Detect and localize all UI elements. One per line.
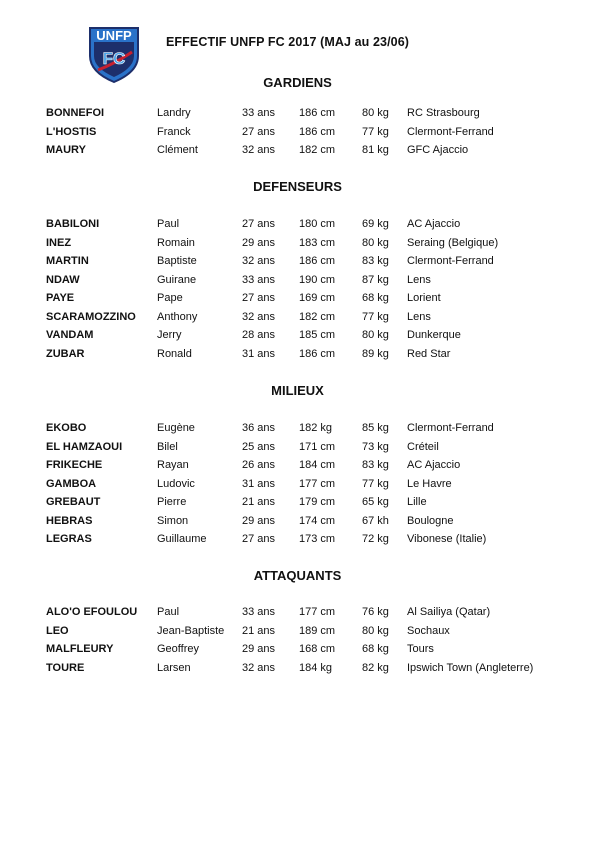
player-first-name: Ludovic	[157, 477, 195, 490]
player-first-name: Baptiste	[157, 255, 197, 267]
player-club: Le Havre	[407, 477, 452, 490]
player-height: 182 cm	[299, 144, 336, 156]
player-club: Vibonese (Italie)	[407, 533, 487, 545]
player-row	[0, 643, 595, 661]
player-last-name: ZUBAR	[46, 347, 85, 360]
player-row	[0, 255, 595, 273]
player-age: 33 ans	[242, 606, 276, 618]
player-last-name: MALFLEURY	[46, 643, 114, 655]
player-weight: 72 kg	[362, 533, 389, 545]
player-club: Lille	[407, 496, 427, 508]
document-title: EFFECTIF UNFP FC 2017 (MAJ au 23/06)	[166, 35, 410, 49]
player-row	[0, 478, 595, 496]
player-age: 29 ans	[242, 643, 276, 655]
player-row	[0, 606, 595, 624]
player-last-name: TOURE	[46, 661, 85, 674]
player-club: GFC Ajaccio	[407, 144, 469, 156]
section-title: DEFENSEURS	[253, 179, 342, 194]
player-weight: 89 kg	[362, 347, 389, 360]
player-height: 182 cm	[299, 310, 336, 323]
player-club: Sochaux	[407, 624, 450, 637]
player-age: 27 ans	[242, 533, 276, 545]
player-row	[0, 329, 595, 347]
player-club: Al Sailiya (Qatar)	[407, 606, 491, 618]
player-last-name: L'HOSTIS	[46, 125, 97, 138]
player-first-name: Rayan	[157, 459, 189, 471]
section-title: MILIEUX	[271, 383, 324, 398]
section-title: ATTAQUANTS	[253, 568, 342, 583]
player-club: Red Star	[407, 347, 451, 360]
player-weight: 80 kg	[362, 236, 389, 249]
player-weight: 68 kg	[362, 292, 389, 304]
player-weight: 87 kg	[362, 273, 389, 286]
player-last-name: INEZ	[46, 236, 72, 249]
player-row	[0, 459, 595, 477]
player-height: 183 cm	[299, 236, 336, 249]
player-height: 184 kg	[299, 661, 333, 674]
player-club: AC Ajaccio	[407, 459, 461, 471]
player-last-name: LEGRAS	[46, 533, 92, 545]
player-weight: 82 kg	[362, 661, 389, 674]
player-height: 171 cm	[299, 440, 336, 453]
player-last-name: GREBAUT	[46, 496, 101, 508]
player-height: 189 cm	[299, 624, 336, 637]
player-age: 28 ans	[242, 329, 276, 341]
player-first-name: Paul	[157, 606, 180, 618]
player-last-name: EKOBO	[46, 422, 87, 434]
player-height: 177 cm	[299, 477, 336, 490]
player-club: Clermont-Ferrand	[407, 422, 494, 434]
player-row	[0, 662, 595, 680]
player-club: Seraing (Belgique)	[407, 236, 499, 249]
player-height: 173 cm	[299, 533, 336, 545]
player-first-name: Pierre	[157, 496, 187, 508]
player-row	[0, 311, 595, 329]
player-first-name: Paul	[157, 218, 180, 230]
player-row	[0, 126, 595, 144]
player-club: Lens	[407, 273, 431, 286]
player-first-name: Clément	[157, 144, 198, 156]
player-row	[0, 107, 595, 125]
player-last-name: LEO	[46, 624, 69, 637]
player-weight: 77 kg	[362, 477, 389, 490]
player-first-name: Simon	[157, 514, 189, 527]
player-first-name: Ronald	[157, 347, 192, 360]
player-first-name: Geoffrey	[157, 643, 199, 655]
player-height: 179 cm	[299, 496, 336, 508]
player-last-name: HEBRAS	[46, 514, 93, 527]
player-age: 31 ans	[242, 477, 276, 490]
player-age: 27 ans	[242, 218, 276, 230]
player-height: 185 cm	[299, 329, 336, 341]
player-first-name: Bilel	[157, 440, 178, 453]
player-first-name: Guirane	[157, 273, 197, 286]
player-first-name: Larsen	[157, 661, 191, 674]
player-height: 186 cm	[299, 107, 336, 119]
player-first-name: Jean-Baptiste	[157, 624, 225, 637]
player-age: 26 ans	[242, 459, 276, 471]
player-row	[0, 218, 595, 236]
player-row	[0, 496, 595, 514]
player-last-name: ALO'O EFOULOU	[46, 606, 138, 618]
player-height: 186 cm	[299, 125, 336, 138]
logo-bottom-text: FC	[102, 49, 126, 68]
player-weight: 80 kg	[362, 107, 389, 119]
player-last-name: MAURY	[46, 144, 86, 156]
player-age: 25 ans	[242, 440, 276, 453]
player-row	[0, 144, 595, 162]
player-row	[0, 625, 595, 643]
player-last-name: NDAW	[46, 273, 80, 286]
player-weight: 83 kg	[362, 255, 389, 267]
player-age: 32 ans	[242, 144, 276, 156]
player-first-name: Franck	[157, 125, 191, 138]
player-height: 186 cm	[299, 347, 336, 360]
player-row	[0, 533, 595, 551]
player-last-name: SCARAMOZZINO	[46, 310, 136, 323]
player-height: 174 cm	[299, 514, 336, 527]
player-row	[0, 274, 595, 292]
player-height: 190 cm	[299, 273, 336, 286]
player-age: 33 ans	[242, 273, 276, 286]
player-age: 32 ans	[242, 661, 276, 674]
player-club: AC Ajaccio	[407, 218, 461, 230]
player-first-name: Jerry	[157, 329, 182, 341]
player-club: Boulogne	[407, 514, 454, 527]
player-age: 29 ans	[242, 514, 276, 527]
player-club: Tours	[407, 643, 434, 655]
player-weight: 80 kg	[362, 329, 389, 341]
player-weight: 77 kg	[362, 125, 389, 138]
player-last-name: PAYE	[46, 292, 75, 304]
player-row	[0, 348, 595, 366]
player-club: Ipswich Town (Angleterre)	[407, 661, 534, 674]
player-height: 169 cm	[299, 292, 336, 304]
player-first-name: Anthony	[157, 310, 198, 323]
player-row	[0, 515, 595, 533]
player-weight: 85 kg	[362, 422, 389, 434]
section-title: GARDIENS	[263, 75, 332, 90]
player-first-name: Eugène	[157, 422, 195, 434]
player-age: 32 ans	[242, 255, 276, 267]
player-last-name: MARTIN	[46, 255, 89, 267]
player-first-name: Landry	[157, 107, 191, 119]
player-height: 186 cm	[299, 255, 336, 267]
player-weight: 80 kg	[362, 624, 389, 637]
player-height: 168 cm	[299, 643, 336, 655]
player-row	[0, 422, 595, 440]
player-age: 29 ans	[242, 236, 276, 249]
player-age: 36 ans	[242, 422, 276, 434]
player-last-name: EL HAMZAOUI	[46, 440, 123, 453]
player-age: 21 ans	[242, 496, 276, 508]
player-weight: 67 kh	[362, 514, 389, 527]
player-last-name: GAMBOA	[46, 477, 97, 490]
player-last-name: BONNEFOI	[46, 107, 105, 119]
player-club: Lorient	[407, 292, 441, 304]
player-weight: 65 kg	[362, 496, 389, 508]
player-weight: 73 kg	[362, 440, 389, 453]
player-age: 32 ans	[242, 310, 276, 323]
player-first-name: Guillaume	[157, 533, 207, 545]
player-first-name: Romain	[157, 236, 195, 249]
player-height: 184 cm	[299, 459, 336, 471]
player-age: 33 ans	[242, 107, 276, 119]
player-weight: 83 kg	[362, 459, 389, 471]
player-last-name: FRIKECHE	[46, 459, 103, 471]
player-club: Lens	[407, 310, 431, 323]
player-age: 27 ans	[242, 292, 276, 304]
player-age: 31 ans	[242, 347, 276, 360]
player-weight: 77 kg	[362, 310, 389, 323]
player-club: Créteil	[407, 440, 439, 453]
player-height: 180 cm	[299, 218, 336, 230]
player-row	[0, 237, 595, 255]
player-weight: 76 kg	[362, 606, 389, 618]
player-club: RC Strasbourg	[407, 107, 480, 119]
player-row	[0, 441, 595, 459]
player-weight: 69 kg	[362, 218, 389, 230]
player-age: 21 ans	[242, 624, 276, 637]
player-weight: 68 kg	[362, 643, 389, 655]
player-last-name: BABILONI	[46, 218, 100, 230]
player-row	[0, 292, 595, 310]
player-first-name: Pape	[157, 292, 183, 304]
player-height: 182 kg	[299, 422, 333, 434]
player-club: Clermont-Ferrand	[407, 255, 494, 267]
player-height: 177 cm	[299, 606, 336, 618]
logo-top-text: UNFP	[96, 28, 132, 43]
player-weight: 81 kg	[362, 144, 389, 156]
player-club: Clermont-Ferrand	[407, 125, 494, 138]
player-last-name: VANDAM	[46, 329, 94, 341]
player-age: 27 ans	[242, 125, 276, 138]
player-club: Dunkerque	[407, 329, 461, 341]
